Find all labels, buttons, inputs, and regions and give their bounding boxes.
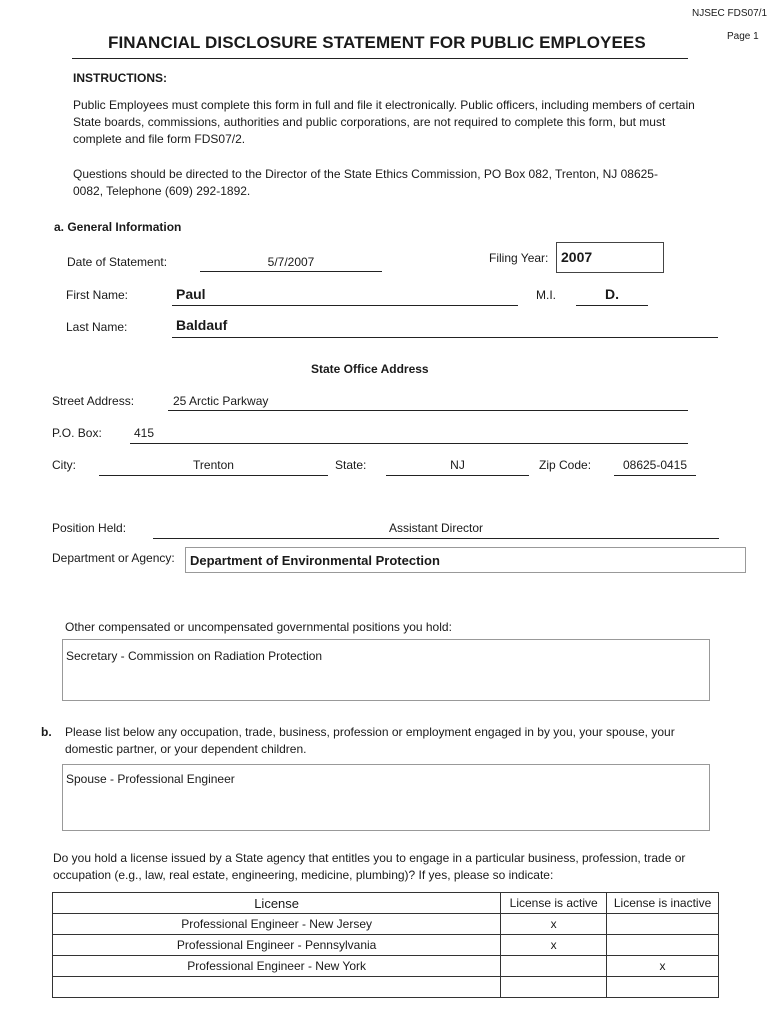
mi-underline	[576, 305, 648, 306]
license-table-header	[53, 893, 719, 914]
occupation-field[interactable]	[62, 764, 710, 831]
po-box-label: P.O. Box:	[52, 426, 102, 440]
section-a-heading: a. General Information	[54, 220, 182, 234]
form-id: NJSEC FDS07/1	[692, 8, 768, 19]
filing-year-value: 2007	[561, 249, 593, 265]
license-active-cell[interactable]	[501, 977, 607, 998]
po-box-field[interactable]: 415	[134, 426, 155, 440]
table-row	[53, 914, 719, 935]
state-field[interactable]: NJ	[450, 458, 465, 472]
filing-year-field[interactable]	[556, 242, 664, 273]
city-underline	[99, 475, 328, 476]
license-active-cell[interactable]	[501, 956, 607, 977]
license-inactive-cell[interactable]	[607, 914, 719, 935]
date-of-statement-label: Date of Statement:	[67, 255, 168, 269]
zip-code-label: Zip Code:	[539, 458, 592, 472]
po-box-underline	[130, 443, 688, 444]
state-underline	[386, 475, 529, 476]
state-label: State:	[335, 458, 367, 472]
title-rule	[72, 58, 688, 59]
instructions-heading: INSTRUCTIONS:	[73, 71, 167, 85]
section-b-marker: b.	[41, 725, 52, 739]
position-held-field[interactable]: Assistant Director	[388, 521, 484, 535]
date-of-statement-field[interactable]: 5/7/2007	[267, 255, 315, 269]
address-heading: State Office Address	[311, 362, 429, 376]
license-name-cell[interactable]: Professional Engineer - Pennsylvania	[53, 935, 501, 956]
last-name-underline	[172, 337, 718, 338]
zip-underline	[614, 475, 696, 476]
table-row	[53, 956, 719, 977]
table-row	[53, 977, 719, 998]
department-field[interactable]	[185, 547, 746, 573]
license-table	[52, 892, 719, 998]
first-name-underline	[172, 305, 518, 306]
license-inactive-cell[interactable]: x	[607, 956, 719, 977]
instructions-paragraph-1: Public Employees must complete this form in full and file it electronically. Public officers, including members of certain State boards, commissions, authorities and public corporations, are not required to complete this form, but must complete and file form FDS07/2.	[73, 98, 695, 146]
position-underline	[153, 538, 719, 539]
license-inactive-cell[interactable]	[607, 935, 719, 956]
position-held-label: Position Held:	[52, 521, 127, 535]
license-name-cell[interactable]: Professional Engineer - New York	[53, 956, 501, 977]
first-name-field[interactable]: Paul	[176, 286, 206, 302]
license-inactive-header: License is inactive	[607, 893, 719, 914]
filing-year-label: Filing Year:	[489, 251, 549, 265]
date-underline	[200, 271, 382, 272]
license-inactive-cell[interactable]	[607, 977, 719, 998]
street-address-field[interactable]: 25 Arctic Parkway	[173, 394, 269, 408]
table-row	[53, 935, 719, 956]
city-label: City:	[52, 458, 76, 472]
mi-label: M.I.	[536, 288, 556, 302]
other-positions-label: Other compensated or uncompensated governmental positions you hold:	[65, 620, 452, 634]
mi-field[interactable]: D.	[605, 286, 619, 302]
license-header: License	[53, 893, 501, 914]
last-name-field[interactable]: Baldauf	[176, 317, 228, 333]
first-name-label: First Name:	[66, 288, 129, 302]
other-positions-value: Secretary - Commission on Radiation Protection	[66, 649, 323, 663]
zip-code-field[interactable]: 08625-0415	[622, 458, 688, 472]
page-title: FINANCIAL DISCLOSURE STATEMENT FOR PUBLIC EMPLOYEES	[108, 33, 646, 52]
license-active-cell[interactable]: x	[501, 914, 607, 935]
other-positions-field[interactable]	[62, 639, 710, 701]
instructions-paragraph-2: Questions should be directed to the Director of the State Ethics Commission, PO Box 082, Trenton, NJ 08625-0082, Telephone (609) 292-1892.	[73, 167, 658, 198]
license-name-cell[interactable]: Professional Engineer - New Jersey	[53, 914, 501, 935]
department-value: Department of Environmental Protection	[190, 553, 440, 568]
license-active-header: License is active	[501, 893, 607, 914]
occupation-question: Please list below any occupation, trade, business, profession or employment engaged in by you, your spouse, your domestic partner, or your dependent children.	[65, 725, 675, 756]
license-question: Do you hold a license issued by a State agency that entitles you to engage in a particular business, profession, trade or occupation (e.g., law, real estate, engineering, medicine, plumbing)? If yes, please so indicate:	[53, 851, 686, 882]
license-active-cell[interactable]: x	[501, 935, 607, 956]
city-field[interactable]: Trenton	[193, 458, 234, 472]
street-underline	[168, 410, 688, 411]
page-number: Page 1	[727, 31, 759, 42]
license-name-cell[interactable]	[53, 977, 501, 998]
last-name-label: Last Name:	[66, 320, 128, 334]
occupation-value: Spouse - Professional Engineer	[66, 772, 235, 786]
department-label: Department or Agency:	[52, 551, 175, 565]
street-address-label: Street Address:	[52, 394, 135, 408]
